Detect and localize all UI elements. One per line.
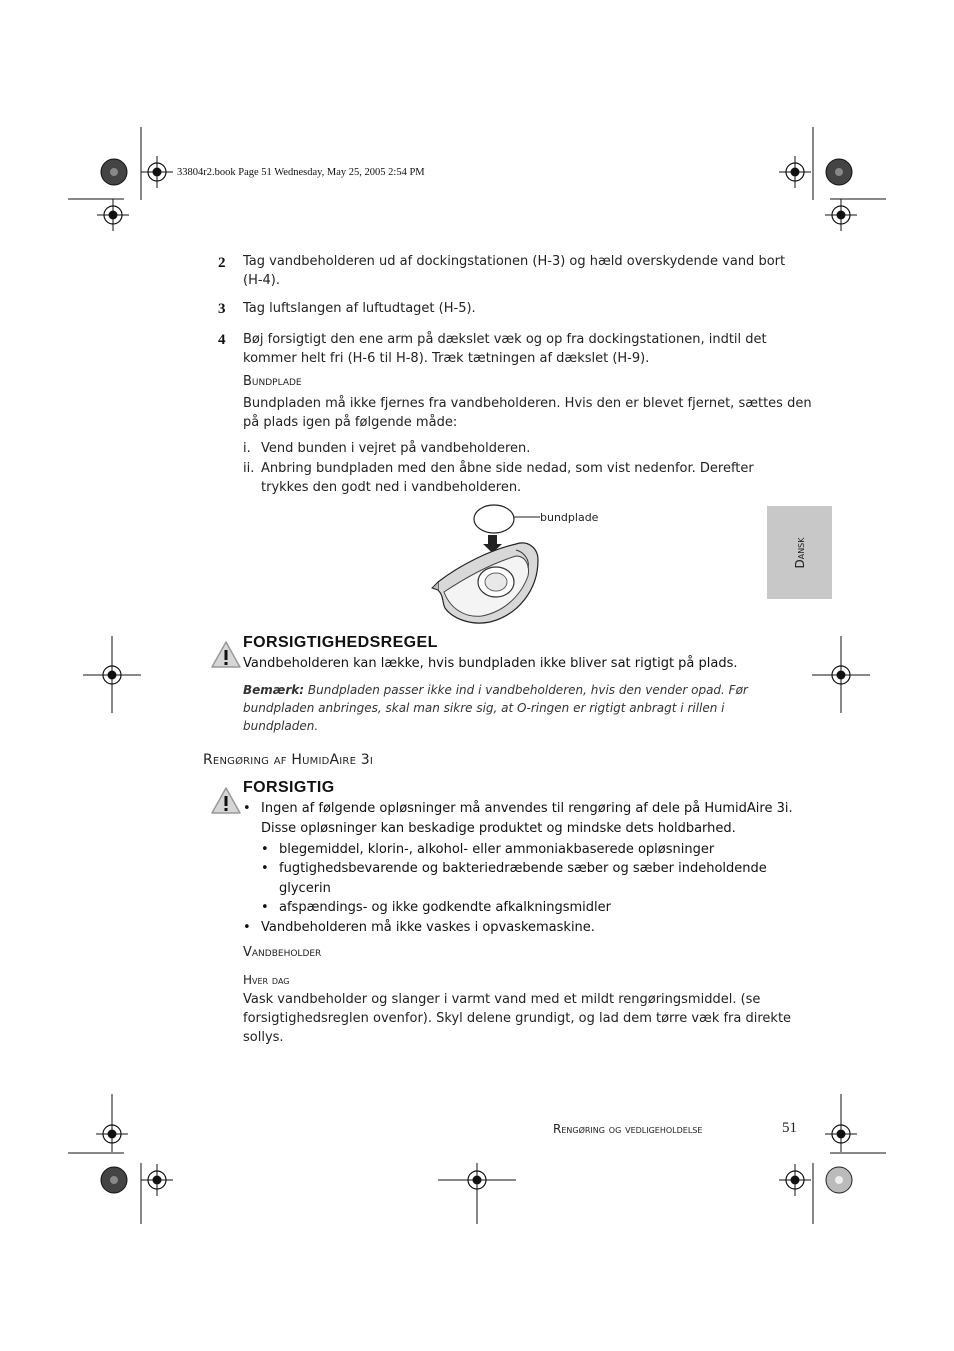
caution-text: Vandbeholderen kan lække, hvis bundpladen ikke bliver sat rigtigt på plads.	[243, 656, 738, 671]
hver-dag-heading: Hver dag	[243, 973, 290, 987]
cleaning-heading: Rengøring af HumidAire 3i	[203, 752, 373, 768]
registration-star-mark	[101, 159, 127, 185]
step-2-text: Tag vandbeholderen ud af dockingstationen (H-3) og hæld overskydende vand bort (H-4).	[243, 254, 786, 288]
warning-triangle-icon	[210, 786, 242, 816]
sub-bullet-1: • blegemiddel, klorin-, alkohol- eller ammoniakbaserede opløsninger	[261, 842, 715, 857]
registration-mark	[141, 156, 173, 188]
bundplade-figure-label: bundplade	[540, 511, 599, 524]
page-number: 51	[782, 1120, 797, 1136]
vandbeholder-text: Vask vandbeholder og slanger i varmt vand med et mildt rengøringsmiddel. (se forsigtighedsreglen ovenfor). Skyl delene grundigt, og lad dem tørre væk fra direkte sollys.	[243, 992, 792, 1045]
language-tab-label: Dansk	[792, 536, 807, 569]
caution2-title: FORSIGTIG	[243, 779, 335, 796]
step-3-text: Tag luftslangen af luftudtaget (H-5).	[243, 301, 476, 316]
step-number-2: 2	[218, 255, 226, 271]
sub-bullet-2: • fugtighedsbevarende og bakteriedræbende sæber og sæber indeholdende glycerin	[261, 861, 767, 896]
footer-section-title: Rengøring og vedligeholdelse	[553, 1122, 703, 1136]
vandbeholder-heading: Vandbeholder	[243, 945, 322, 960]
bundplade-heading: Bundplade	[243, 374, 302, 389]
note-block: Bemærk: Bundpladen passer ikke ind i vandbeholderen, hvis den vender opad. Før bundpladen anbringes, skal man sikre sig, at O-ringen er rigtigt anbragt i rillen i bundpladen.	[243, 683, 748, 733]
note-label: Bemærk:	[243, 683, 305, 697]
bundplade-text: Bundpladen må ikke fjernes fra vandbeholderen. Hvis den er blevet fjernet, sættes den på plads igen på følgende måde:	[243, 396, 812, 430]
warning-triangle-icon	[210, 640, 242, 670]
step-number-3: 3	[218, 301, 226, 317]
language-side-tab	[767, 506, 832, 599]
bundplade-illustration	[420, 500, 560, 630]
caution2-bullet-2: • Vandbeholderen må ikke vaskes i opvaskemaskine.	[243, 920, 595, 935]
bundplade-item-ii: ii. Anbring bundpladen med den åbne side nedad, som vist nedenfor. Derefter trykkes den godt ned i vandbeholderen.	[243, 461, 754, 495]
step-number-4: 4	[218, 332, 226, 348]
bundplade-item-i: i. Vend bunden i vejret på vandbeholderen.	[243, 441, 531, 456]
step-4-text: Bøj forsigtigt den ene arm på dækslet væk og op fra dockingstationen, indtil det kommer helt fri (H-6 til H-8). Træk tætningen af dækslet (H-9).	[243, 332, 767, 366]
sub-bullet-3: • afspændings- og ikke godkendte afkalkningsmidler	[261, 900, 611, 915]
caution2-bullet-1: • Ingen af følgende opløsninger må anvendes til rengøring af dele på HumidAire 3i. Disse opløsninger kan beskadige produktet og mindske dets holdbarhed.	[243, 801, 793, 836]
book-info-line: 33804r2.book Page 51 Wednesday, May 25, 2005 2:54 PM	[177, 167, 425, 178]
caution-title: FORSIGTIGHEDSREGEL	[243, 634, 438, 651]
